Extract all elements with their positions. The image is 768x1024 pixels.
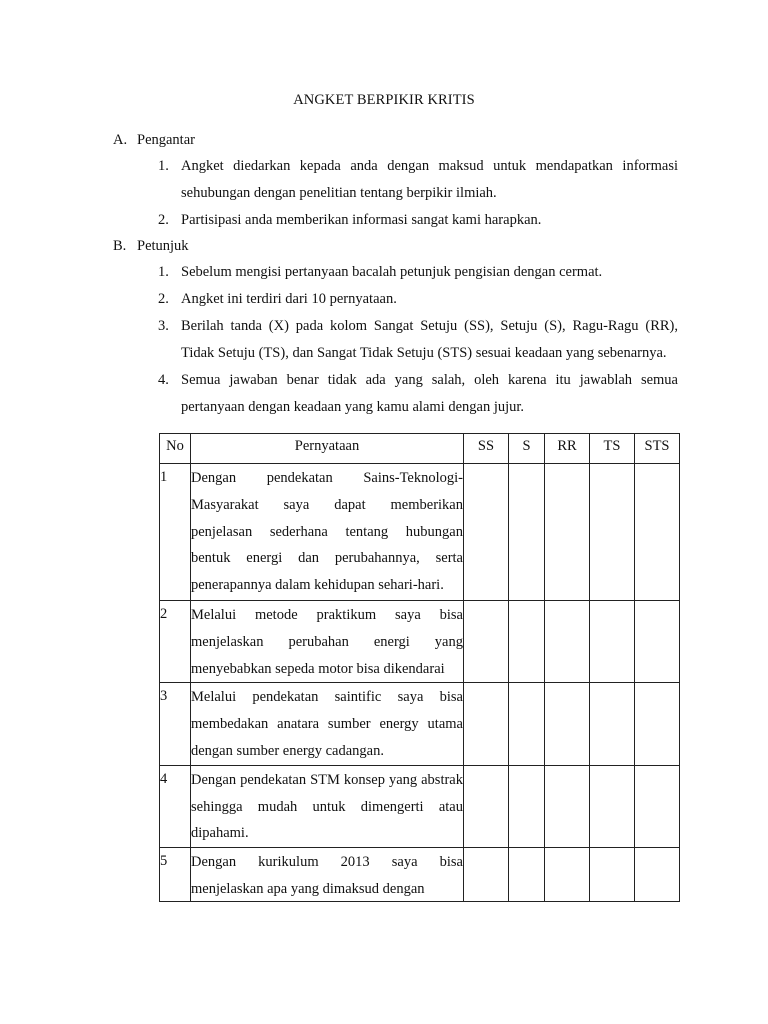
answer-cell-sts[interactable]: [635, 765, 680, 847]
row-statement: [191, 848, 464, 902]
statement-text: Dengan kurikulum 2013 saya bisa menjelaskan apa yang dimaksud dengan: [191, 854, 463, 897]
answer-cell-s[interactable]: [509, 464, 545, 601]
section-heading: [113, 233, 683, 259]
section-letter: B.: [113, 238, 127, 254]
header-rr: RR: [545, 434, 590, 464]
row-number: 3: [160, 683, 191, 765]
header-statement: Pernyataan: [191, 434, 464, 464]
answer-cell-ts[interactable]: [590, 683, 635, 765]
answer-cell-ts[interactable]: [590, 848, 635, 902]
list-text: Partisipasi anda memberikan informasi sangat kami harapkan.: [181, 212, 542, 228]
answer-cell-sts[interactable]: [635, 464, 680, 601]
answer-cell-rr[interactable]: [545, 601, 590, 683]
table-row: [160, 848, 680, 902]
answer-cell-ss[interactable]: [464, 464, 509, 601]
list-number: 2.: [158, 212, 169, 228]
list-item: [113, 153, 683, 207]
statement-text: Dengan pendekatan Sains-Teknologi-Masyarakat saya dapat memberikan penjelasan sederhana tentang hubungan bentuk energi dan perubahannya, serta penerapannya dalam kehidupan sehari-hari.: [191, 470, 463, 594]
answer-cell-ts[interactable]: [590, 601, 635, 683]
list-number: 1.: [158, 264, 169, 280]
table-row: [160, 765, 680, 847]
list-item: [113, 207, 683, 234]
answer-cell-s[interactable]: [509, 601, 545, 683]
list-number: 4.: [158, 372, 169, 388]
row-statement: [191, 464, 464, 601]
answer-cell-ss[interactable]: [464, 683, 509, 765]
pengantar-list: [113, 153, 683, 234]
row-statement: [191, 765, 464, 847]
section-pengantar: [113, 127, 683, 234]
answer-cell-ss[interactable]: [464, 601, 509, 683]
table-row: [160, 683, 680, 765]
section-letter: A.: [113, 132, 128, 148]
row-number: 4: [160, 765, 191, 847]
header-no: No: [160, 434, 191, 464]
statement-text: Melalui pendekatan saintific saya bisa membedakan anatara sumber energy utama dengan sumber energy cadangan.: [191, 689, 463, 759]
header-ss: SS: [464, 434, 509, 464]
answer-cell-rr[interactable]: [545, 765, 590, 847]
section-petunjuk: [113, 233, 683, 421]
section-heading: [113, 127, 683, 153]
questionnaire-table: [159, 433, 680, 902]
header-sts: STS: [635, 434, 680, 464]
document-title: ANGKET BERPIKIR KRITIS: [293, 92, 475, 108]
answer-cell-ss[interactable]: [464, 765, 509, 847]
list-number: 1.: [158, 158, 169, 174]
row-statement: [191, 601, 464, 683]
list-text: Semua jawaban benar tidak ada yang salah, oleh karena itu jawablah semua pertanyaan dengan keadaan yang kamu alami dengan jujur.: [181, 372, 678, 415]
list-item: [113, 313, 683, 367]
statement-text: Melalui metode praktikum saya bisa menjelaskan perubahan energi yang menyebabkan sepeda motor bisa dikendarai: [191, 607, 463, 677]
answer-cell-ts[interactable]: [590, 765, 635, 847]
list-text: Angket diedarkan kepada anda dengan maksud untuk mendapatkan informasi sehubungan dengan penelitian tentang berpikir ilmiah.: [181, 158, 678, 201]
answer-cell-rr[interactable]: [545, 464, 590, 601]
section-title: Petunjuk: [137, 238, 189, 254]
section-title: Pengantar: [137, 132, 195, 148]
row-number: 1: [160, 464, 191, 601]
row-number: 2: [160, 601, 191, 683]
answer-cell-s[interactable]: [509, 765, 545, 847]
answer-cell-rr[interactable]: [545, 848, 590, 902]
list-text: Sebelum mengisi pertanyaan bacalah petunjuk pengisian dengan cermat.: [181, 264, 603, 280]
list-text: Berilah tanda (X) pada kolom Sangat Setuju (SS), Setuju (S), Ragu-Ragu (RR), Tidak Setuju (TS), dan Sangat Tidak Setuju (STS) sesuai keadaan yang sebenarnya.: [181, 318, 678, 361]
table-header-row: [160, 434, 680, 464]
row-statement: [191, 683, 464, 765]
answer-cell-ss[interactable]: [464, 848, 509, 902]
petunjuk-list: [113, 259, 683, 421]
list-number: 2.: [158, 291, 169, 307]
header-ts: TS: [590, 434, 635, 464]
row-number: 5: [160, 848, 191, 902]
header-s: S: [509, 434, 545, 464]
list-item: [113, 367, 683, 421]
answer-cell-s[interactable]: [509, 683, 545, 765]
answer-cell-sts[interactable]: [635, 601, 680, 683]
table-row: [160, 601, 680, 683]
answer-cell-s[interactable]: [509, 848, 545, 902]
statement-text: Dengan pendekatan STM konsep yang abstrak sehingga mudah untuk dimengerti atau dipahami.: [191, 771, 463, 842]
table-row: [160, 464, 680, 601]
list-text: Angket ini terdiri dari 10 pernyataan.: [181, 291, 397, 307]
list-item: [113, 286, 683, 313]
list-item: [113, 259, 683, 286]
list-number: 3.: [158, 318, 169, 334]
answer-cell-rr[interactable]: [545, 683, 590, 765]
answer-cell-ts[interactable]: [590, 464, 635, 601]
answer-cell-sts[interactable]: [635, 683, 680, 765]
answer-cell-sts[interactable]: [635, 848, 680, 902]
